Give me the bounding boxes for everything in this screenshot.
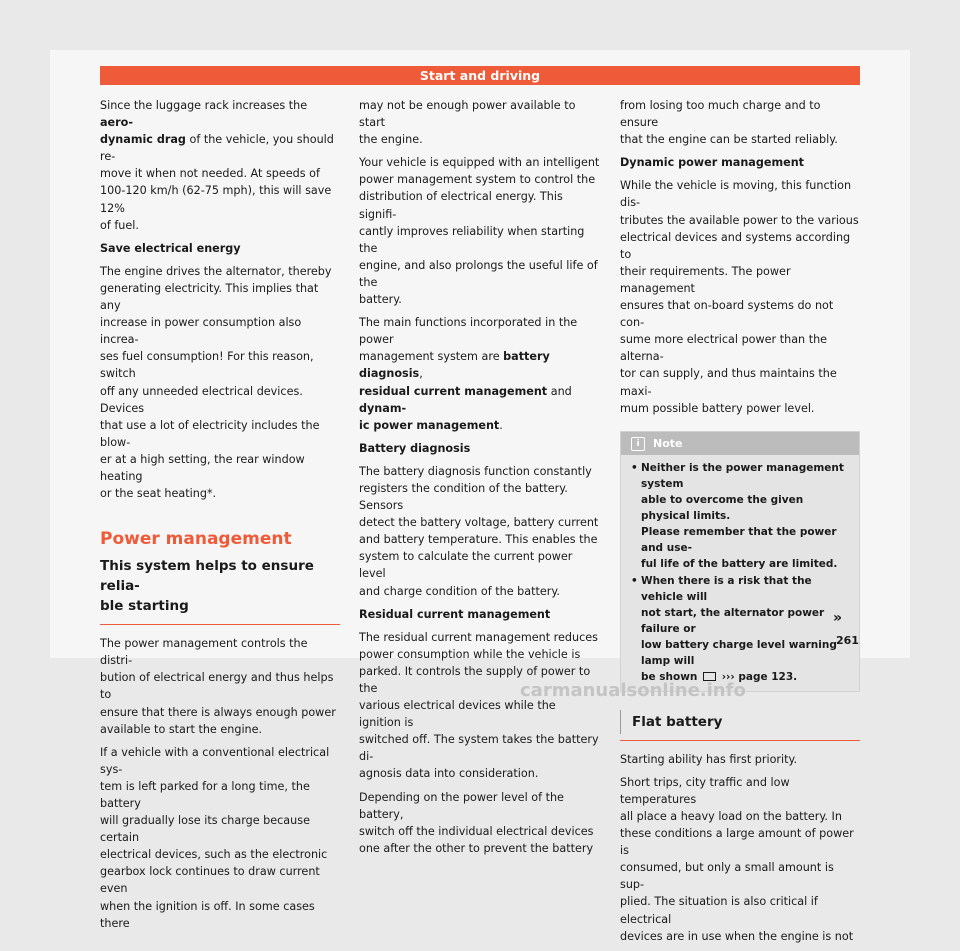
battery-diagnosis-heading: Battery diagnosis <box>359 441 471 455</box>
note-item: • When there is a risk that the vehicle will not start, the alternator power failure or low battery charge level warning lamp will be shown ››› page 123. <box>631 574 837 683</box>
paragraph-residual-current: The residual current management reduces power consumption while the vehicle is parked. It controls the supply of power to the various electrical devices while the ignition is switched off. The system takes the battery di- agnosis data into consideration. <box>359 630 599 781</box>
bullet-icon: • <box>631 574 638 587</box>
watermark: carmanualsonline.info <box>520 680 746 701</box>
paragraph-short-trips: Short trips, city traffic and low temperatures all place a heavy load on the battery. In these conditions a large amount of power is consumed, but only a small amount is sup- plied. The situation is also critical if electrical devices are in use when the engine is not <box>620 775 854 943</box>
paragraph-luggage: Since the luggage rack increases the aero- dynamic drag of the vehicle, you should re- move it when not needed. At speeds of 100-120 km/h (62-75 mph), this will save 12% of fuel. <box>100 99 334 232</box>
info-icon: i <box>631 437 645 451</box>
power-management-heading: Power management <box>100 529 292 550</box>
section-header: Start and driving <box>100 66 860 85</box>
paragraph-power-intro: The power management controls the distri- bution of electrical energy and thus helps to ensure that there is always enough power available to start the engine. <box>100 637 336 736</box>
paragraph-starting-priority: Starting ability has first priority. <box>620 752 798 766</box>
power-management-subheading: This system helps to ensure relia- ble starting <box>100 556 340 625</box>
continue-icon: » <box>833 610 843 626</box>
paragraph-intelligent-system: Your vehicle is equipped with an intelligent power management system to control the distribution of electrical energy. This signifi- cantly improves reliability when starting the engine, and also prolongs the useful life of the battery. <box>359 156 600 307</box>
paragraph-dynamic-power: While the vehicle is moving, this function dis- tributes the available power to the various electrical devices and systems according to their requirements. The power management ensures that on-board systems do not con- sume more electrical power than the alterna- tor can supply, and thus maintains the maxi- mum possible battery power level. <box>620 179 859 415</box>
save-energy-heading: Save electrical energy <box>100 241 241 255</box>
paragraph-battery-diagnosis: The battery diagnosis function constantly registers the condition of the battery. Sensors detect the battery voltage, battery current and battery temperature. This enables the system to calculate the current power level and charge condition of the battery. <box>359 464 599 598</box>
note-box <box>620 431 860 692</box>
paragraph-depending-power: Depending on the power level of the battery, switch off the individual electrical devices one after the other to prevent the battery <box>359 790 594 855</box>
dynamic-power-heading: Dynamic power management <box>620 156 805 170</box>
flat-battery-heading: Flat battery <box>620 712 860 741</box>
column-2 <box>359 97 601 863</box>
paragraph-not-enough-power: may not be enough power available to start the engine. <box>359 99 576 147</box>
note-item: • Neither is the power management system able to overcome the given physical limits. Please remember that the power and use- ful life of the battery are limited. <box>631 461 844 570</box>
paragraph-save-energy: The engine drives the alternator, thereby generating electricity. This implies that any increase in power consumption also increa- ses fuel consumption! For this reason, switch off any unneeded electrical devices. Devices that use a lot of electricity includes the blow- er at a high setting, the rear window heating or the seat heating*. <box>100 264 332 501</box>
paragraph-losing-charge: from losing too much charge and to ensure that the engine can be started reliably. <box>620 99 838 147</box>
column-1 <box>100 97 340 938</box>
paragraph-main-functions: The main functions incorporated in the power management system are battery diagnosis, residual current management and dynam- ic power management. <box>359 316 578 432</box>
page-reference-link[interactable]: ››› page 123. <box>718 670 798 683</box>
paragraph-conventional: If a vehicle with a conventional electrical sys- tem is left parked for a long time, the battery will gradually lose its charge because certain electrical devices, such as the electronic gearbox lock continues to draw current even when the ignition is off. In some cases there <box>100 745 330 930</box>
page-number: 261 <box>836 634 859 647</box>
note-body <box>621 455 859 691</box>
bullet-icon: • <box>631 461 638 474</box>
note-header: i Note <box>621 432 859 455</box>
column-3 <box>620 97 860 951</box>
residual-current-heading: Residual current management <box>359 607 551 621</box>
